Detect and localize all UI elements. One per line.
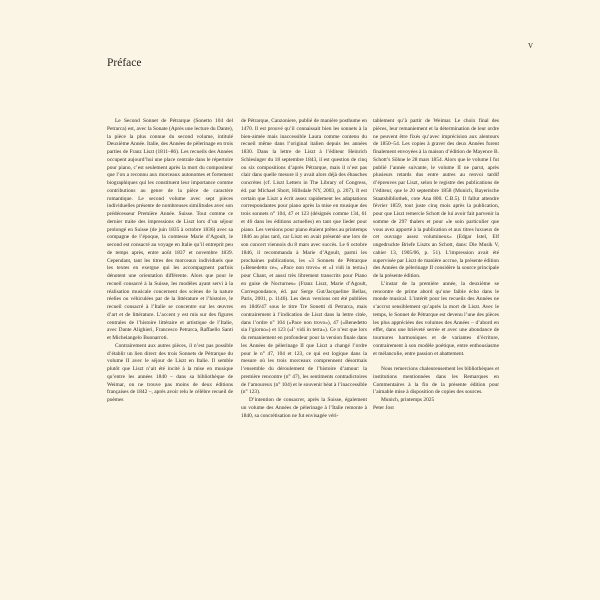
paragraph: Le Second Sonnet de Pétrarque (Sonetto 104 del Petrarca) est, avec la Sonate (Après une lecture du Dante), la pièce la plus connue du second volume, intitulé Deuxième Année. Italie, des Années de pèlerinage en trois parties de Franz Liszt (1811–86). Les recueils des Années occupent aujourd’hui une place centrale dans le répertoire pour piano, c’est seulement après la mort du compositeur que l’on a reconnu aux morceaux autonomes et fortement biographiques qui les constituent leur importance comme contributions au genre de la pièce de caractère romantique. Le second volume avec sept pièces individuelles présente de nombreuses similitudes avec son prédécesseur Première Année. Suisse. Tout comme ce dernier traite des impressions de Liszt lors d’un séjour prolongé en Suisse (de juin 1835 à octobre 1836) avec sa compagne de l’époque, la comtesse Marie d’Agoult, le second est consacré au voyage en Italie qu’il entreprit peu de temps après, entre août 1837 et novembre 1839. Cependant, tant les titres des morceaux individuels que les textes en exergue qui les accompagnent parfois dénotent une orientation différente. Alors que pour le recueil consacré à la Suisse, les modèles ayant servi à la réalisation musicale concernent des scènes de la nature réelles ou véhiculées par de la littérature et l’histoire, le recueil consacré à l’Italie se concentre sur les œuvres d’art et de littérature. L’accent y est mis sur des figures centrales de l’histoire littéraire et artistique de l’Italie, avec Dante Alighieri, Francesco Petrarca, Raffaello Santi et Michelangelo Buonarroti. xyxy=(107,118,233,341)
paragraph: Contrairement aux autres pièces, il n’est pas possible d’établir un lien direct des trois Sonnets de Pétrarque du volume II avec le séjour de Liszt en Italie. Il semble plutôt que Liszt n’ait été incité à la mise en musique qu’entre les années 1840 – dans sa bibliothèque de Weimar, on ne trouve pas moins de deux éditions françaises de 1842 –, après avoir relu le célèbre recueil de poèmes xyxy=(107,342,233,403)
text-column-1 xyxy=(107,118,233,405)
paragraph: tablement qu’à partir de Weimar. Le choix final des pièces, leur remaniement et la détermination de leur ordre ne peuvent être fixés qu’avec imprécision aux alentours de 1850–54. Les copies à graver des deux Années furent finalement envoyées à la maison d’édition de Mayence B. Schott’s Söhne le 28 mars 1854. Alors que le volume I fut publié l’année suivante, le volume II ne parut, après plusieurs retards dus entre autres au renvoi tardif d’épreuves par Liszt, selon le registre des publications de l’éditeur, que le 20 septembre 1858 (Munich, Bayerische Staatsbibliothek, cote Ana 800. C.B.5). Il fallut attendre février 1859, tout juste cinq mois après la publication, pour que Liszt remercie Schott de lui avoir fait parvenir la somme de 297 thalers et pour «le soin particulier que vous avez apporté à la publication et aux titres luxueux de cet ouvrage assez volumineux» (Edgar Istel, Elf ungedruckte Briefe Liszts an Schott, dans: Die Musik V, cahier 13, 1905/06, p. 51). L’impression avait été supervisée par Liszt de manière accrue, la présente édition des Années de pèlerinage II considère la source principale de la présente édition. xyxy=(373,118,499,279)
paragraph: Nous remercions chaleureusement les bibliothèques et institutions mentionnées dans les Remarques en Commentaires à la fin de la présente édition pour l’aimable mise à disposition de copies des sources. xyxy=(373,366,499,396)
text-column-3 xyxy=(373,118,499,413)
text-column-2 xyxy=(241,118,367,420)
signature-place-date: Munich, printemps 2025 xyxy=(381,397,435,403)
page-title: Préface xyxy=(107,57,142,69)
signature-author: Peter Jost xyxy=(373,404,394,411)
page-number: V xyxy=(528,42,534,50)
paragraph: D’intention de consacrer, après la Suisse, également un volume des Années de pèlerinage à l’Italie remonte à 1840, sa concrétisation ne fut envisagée véri- xyxy=(241,397,367,419)
paragraph: L’instar de la première année, la deuxième se rencontre de prime abord qu’une faible écho dans le monde musical. L’intérêt pour les recueils des Années ne s’accrut sensiblement qu’après la mort de Liszt. Avec le temps, le Sonnet de Pétrarque est devenu l’une des pièces les plus appréciées des volumes des Années – d’abord en effet, dans une brièveté serrée et avec une abondance de tournures harmoniques et de variantes d’écriture, contrairement à son modèle poétique, entre enthousiasme et mélancolie, entre passion et abattement. xyxy=(373,280,499,357)
paragraph: de Pétrarque, Canzoniere, publié de manière posthume en 1470. Il est prouvé qu’il connaissait bien les sonnets à la bien-aimée mais inaccessible Laura comme contenu du recueil même dans l’original italien depuis les années 1830. Dans la lettre de Liszt à l’éditeur Heinrich Schlesinger du 18 septembre 1843, il est question de cinq ou six compositions d’après Pétrarque, mais il n’est pas clair dans quelle mesure il y avait alors déjà des ébauches concrètes (cf. Liszt Letters in The Library of Congress, éd. par Michael Short, Hillsdale NY, 2003, p. 267). Il est certain que Liszt a écrit assez rapidement les adaptations correspondantes pour piano après la mise en musique des trois sonnets n° 104, 47 et 123 (désignés comme 134, 61 et 46 dans les éditions actuelles) en tant que lieder pour piano. Les versions pour piano étaient prêtes au printemps 1846 au plus tard, car Liszt en avait présenté une lors de son concert viennois du 8 mars avec succès. Le 6 octobre 1846, il recommanda à Marie d’Agoult, parmi les prochaines publications, les «3 Sonnets de Pétrarque («Benedetto ce», «Pace non trovo» et «I vidi in terra») pour Chant, et aussi très librement transcrits pour Piano en guise de Nocturnes» (Franz Liszt, Marie d’Agoult, Correspondance, éd. par Serge Gut/Jacqueline Bellas, Paris, 2001, p. 1146). Les deux versions ont été publiées en 1846/47 sous le titre Tre Sonetti di Petrarca, mais contrairement à l’indication de Liszt dans la lettre citée, dans l’ordre n° 104 («Pace non trovo»), 47 («Benedetto sia l’giorno») et 123 («I’ vidi in terra»). Ce n’est que lors du remaniement en profondeur pour la version finale dans les Années de pèlerinage II que Liszt a changé l’ordre pour le n° 47, 104 et 123, ce qui est logique dans la mesure où les trois morceaux comprennent désormais l’ensemble du déroulement de l’histoire d’amour: la première rencontre (n° 47), les sentiments contradictoires de l’amoureux (n° 104) et le souvenir béat à l’inaccessible (n° 123). xyxy=(241,118,367,396)
